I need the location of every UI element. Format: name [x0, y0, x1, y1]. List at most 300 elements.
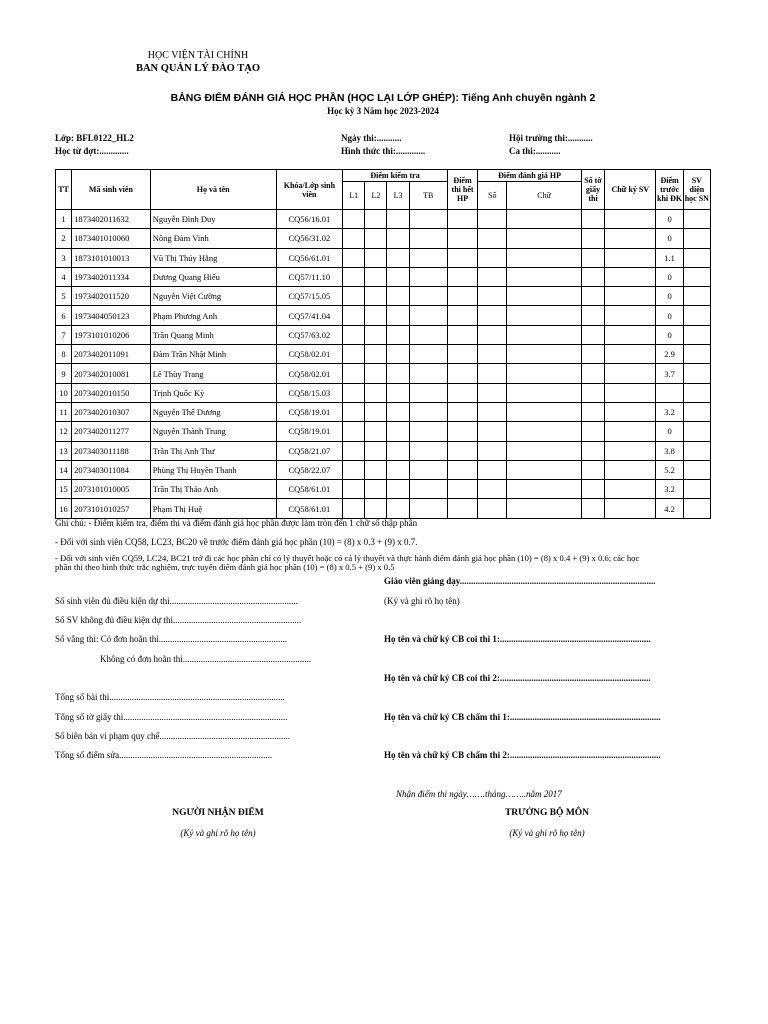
prev-score: 0 — [656, 306, 683, 325]
col-eval-word: Chữ — [507, 182, 582, 210]
student-class: CQ58/19.01 — [276, 422, 343, 441]
student-signature — [605, 480, 656, 499]
score-tb — [409, 364, 447, 383]
eval-word — [507, 248, 582, 267]
sv-sn — [683, 364, 710, 383]
student-class: CQ58/61.01 — [276, 499, 343, 518]
sv-sn — [683, 229, 710, 248]
col-student-id: Mã sinh viên — [72, 170, 151, 210]
score-l3 — [387, 364, 409, 383]
score-tb — [409, 402, 447, 421]
exam-score — [447, 325, 477, 344]
student-name: Phùng Thị Huyền Thanh — [150, 460, 276, 479]
student-class: CQ57/63.02 — [276, 325, 343, 344]
prev-score: 0 — [656, 422, 683, 441]
row-number: 5 — [56, 287, 72, 306]
exam-score — [447, 402, 477, 421]
score-l2 — [365, 248, 387, 267]
student-id: 1973402011520 — [72, 287, 151, 306]
student-signature — [605, 287, 656, 306]
student-name: Nguyễn Thế Dương — [150, 402, 276, 421]
score-l3 — [387, 325, 409, 344]
score-l1 — [343, 267, 365, 286]
sv-sn — [683, 248, 710, 267]
student-signature — [605, 383, 656, 402]
table-row — [56, 383, 711, 402]
table-row — [56, 267, 711, 286]
received-date: Nhận điểm thi ngày…….tháng……..năm 2017 — [396, 789, 562, 799]
prev-score: 0 — [656, 267, 683, 286]
score-l3 — [387, 210, 409, 229]
sheet-count — [581, 248, 604, 267]
class-code: Lớp: BFL0122_HL2 — [55, 133, 134, 143]
sheet-count — [581, 441, 604, 460]
score-l1 — [343, 325, 365, 344]
sheet-count — [581, 499, 604, 518]
eval-number — [478, 306, 507, 325]
score-l2 — [365, 383, 387, 402]
eval-number — [478, 402, 507, 421]
sv-sn — [683, 267, 710, 286]
eval-word — [507, 402, 582, 421]
col-eval-num: Số — [478, 182, 507, 210]
student-signature — [605, 325, 656, 344]
row-number: 14 — [56, 460, 72, 479]
prev-score: 0 — [656, 287, 683, 306]
eval-number — [478, 210, 507, 229]
student-signature — [605, 441, 656, 460]
table-row — [56, 402, 711, 421]
prev-score: 0 — [656, 210, 683, 229]
proctor-1-signature: Họ tên và chữ ký CB coi thi 1:................................................................... — [384, 634, 651, 644]
student-signature — [605, 402, 656, 421]
row-number: 8 — [56, 345, 72, 364]
grader-1-signature: Họ tên và chữ ký CB chấm thi 1:................................................................... — [384, 712, 661, 722]
student-signature — [605, 306, 656, 325]
student-name: Phạm Thị Huệ — [150, 499, 276, 518]
exam-score — [447, 248, 477, 267]
table-row — [56, 499, 711, 518]
stat-ineligible: Số SV không đủ điều kiện dự thi......................................................... — [55, 615, 302, 625]
eval-word — [507, 345, 582, 364]
score-l1 — [343, 383, 365, 402]
col-name: Họ và tên — [150, 170, 276, 210]
col-sv-sn: SV diện học SN — [683, 170, 710, 210]
eval-word — [507, 210, 582, 229]
score-tb — [409, 441, 447, 460]
table-row — [56, 210, 711, 229]
score-l1 — [343, 460, 365, 479]
sheet-count — [581, 422, 604, 441]
score-tb — [409, 499, 447, 518]
score-l2 — [365, 480, 387, 499]
score-l2 — [365, 210, 387, 229]
sheet-count — [581, 210, 604, 229]
eval-number — [478, 364, 507, 383]
score-tb — [409, 345, 447, 364]
table-body — [56, 210, 711, 519]
score-tb — [409, 210, 447, 229]
student-id: 2073101010257 — [72, 499, 151, 518]
stat-absent-with-leave: Số vắng thi: Có đơn hoãn thi......................................................... — [55, 634, 288, 644]
stat-violations: Số biên bản vi phạm quy chế.......................................................... — [55, 731, 290, 741]
proctor-2-signature: Họ tên và chữ ký CB coi thi 2:................................................................... — [384, 673, 651, 683]
prev-score: 0 — [656, 229, 683, 248]
score-tb — [409, 383, 447, 402]
eval-number — [478, 383, 507, 402]
score-l1 — [343, 248, 365, 267]
stat-total-sheets: Tổng số tờ giấy thi......................................................................... — [55, 712, 288, 722]
student-name: Phạm Phương Anh — [150, 306, 276, 325]
student-name: Nguyễn Thành Trung — [150, 422, 276, 441]
table-row — [56, 325, 711, 344]
sv-sn — [683, 441, 710, 460]
student-class: CQ58/21.07 — [276, 441, 343, 460]
score-l2 — [365, 441, 387, 460]
score-tb — [409, 422, 447, 441]
score-l1 — [343, 229, 365, 248]
student-name: Trần Quang Minh — [150, 325, 276, 344]
prev-score: 4.2 — [656, 499, 683, 518]
score-tb — [409, 248, 447, 267]
score-l3 — [387, 441, 409, 460]
sheet-count — [581, 325, 604, 344]
sv-sn — [683, 287, 710, 306]
sheet-count — [581, 345, 604, 364]
head-note: (Ký và ghi rõ họ tên) — [509, 828, 585, 838]
col-group-eval: Điểm đánh giá HP — [478, 170, 582, 182]
student-id: 2073402010081 — [72, 364, 151, 383]
student-id: 1973402011334 — [72, 267, 151, 286]
student-name: Nguyễn Việt Cường — [150, 287, 276, 306]
exam-score — [447, 210, 477, 229]
table-row — [56, 287, 711, 306]
col-class: Khóa/Lớp sinh viên — [276, 170, 343, 210]
student-name: Đàm Trần Nhật Minh — [150, 345, 276, 364]
col-l1: L1 — [343, 182, 365, 210]
exam-score — [447, 229, 477, 248]
student-name: Vũ Thị Thúy Hằng — [150, 248, 276, 267]
score-l2 — [365, 364, 387, 383]
row-number: 9 — [56, 364, 72, 383]
receiver-note: (Ký và ghi rõ họ tên) — [180, 828, 256, 838]
eval-number — [478, 325, 507, 344]
prev-score: 2.9 — [656, 345, 683, 364]
student-class: CQ57/15.05 — [276, 287, 343, 306]
score-l3 — [387, 480, 409, 499]
score-l3 — [387, 499, 409, 518]
student-id: 1873401010060 — [72, 229, 151, 248]
row-number: 16 — [56, 499, 72, 518]
eval-number — [478, 287, 507, 306]
student-class: CQ56/31.02 — [276, 229, 343, 248]
prev-score: 0 — [656, 325, 683, 344]
eval-word — [507, 460, 582, 479]
col-l3: L3 — [387, 182, 409, 210]
stat-total-papers: Tổng số bài thi.............................................................................. — [55, 692, 285, 702]
score-l3 — [387, 229, 409, 248]
prev-score: 3.2 — [656, 480, 683, 499]
prev-score: 1.1 — [656, 248, 683, 267]
score-l1 — [343, 480, 365, 499]
prev-score — [656, 383, 683, 402]
student-class: CQ58/02.01 — [276, 345, 343, 364]
col-prev-score: Điểm trước khi ĐK — [656, 170, 683, 210]
sheet-count — [581, 364, 604, 383]
score-l1 — [343, 345, 365, 364]
exam-score — [447, 383, 477, 402]
teacher-signature: Giáo viên giảng dạy....................................................................................... — [384, 576, 656, 586]
student-signature — [605, 499, 656, 518]
student-id: 2073101010005 — [72, 480, 151, 499]
student-id: 1973101010206 — [72, 325, 151, 344]
institute-name: HỌC VIỆN TÀI CHÍNH — [147, 50, 249, 61]
note-formula-old: - Đối với sinh viên CQ58, LC23, BC20 về trước điểm đánh giá học phần (10) = (8) x 0.3 + (9) x 0.7. — [55, 537, 418, 547]
col-signature: Chữ ký SV — [605, 170, 656, 210]
col-group-tests: Điểm kiểm tra — [343, 170, 448, 182]
prev-score: 3.2 — [656, 402, 683, 421]
eval-word — [507, 325, 582, 344]
student-name: Trần Thị Thảo Anh — [150, 480, 276, 499]
score-l1 — [343, 422, 365, 441]
eval-number — [478, 229, 507, 248]
student-id: 2073403011188 — [72, 441, 151, 460]
score-l3 — [387, 287, 409, 306]
score-l3 — [387, 422, 409, 441]
sv-sn — [683, 325, 710, 344]
stat-eligible: Số sinh viên đủ điều kiện dự thi......................................................... — [55, 596, 298, 606]
exam-hall: Hội trường thi:........... — [509, 133, 593, 143]
score-l3 — [387, 383, 409, 402]
student-signature — [605, 422, 656, 441]
eval-word — [507, 229, 582, 248]
score-l3 — [387, 345, 409, 364]
row-number: 15 — [56, 480, 72, 499]
student-id: 1873101010013 — [72, 248, 151, 267]
stat-absent-no-leave: Không có đơn hoãn thi......................................................... — [100, 654, 311, 664]
sv-sn — [683, 422, 710, 441]
row-number: 10 — [56, 383, 72, 402]
score-l2 — [365, 267, 387, 286]
row-number: 13 — [56, 441, 72, 460]
exam-score — [447, 345, 477, 364]
score-l3 — [387, 248, 409, 267]
row-number: 4 — [56, 267, 72, 286]
student-signature — [605, 248, 656, 267]
exam-score — [447, 422, 477, 441]
score-tb — [409, 229, 447, 248]
eval-number — [478, 499, 507, 518]
score-l2 — [365, 499, 387, 518]
student-class: CQ58/15.03 — [276, 383, 343, 402]
exam-form: Hình thức thi:............. — [341, 146, 426, 156]
sv-sn — [683, 402, 710, 421]
row-number: 7 — [56, 325, 72, 344]
eval-number — [478, 345, 507, 364]
student-class: CQ56/16.01 — [276, 210, 343, 229]
student-name: Nguyễn Đình Duy — [150, 210, 276, 229]
student-class: CQ58/02.01 — [276, 364, 343, 383]
student-signature — [605, 345, 656, 364]
sv-sn — [683, 480, 710, 499]
col-exam-score: Điểm thi hết HP — [447, 170, 477, 210]
eval-word — [507, 306, 582, 325]
col-sheets: Số tờ giấy thi — [581, 170, 604, 210]
eval-word — [507, 499, 582, 518]
student-name: Lê Thùy Trang — [150, 364, 276, 383]
eval-number — [478, 248, 507, 267]
prev-score: 3.8 — [656, 441, 683, 460]
student-signature — [605, 364, 656, 383]
prev-score: 3.7 — [656, 364, 683, 383]
student-id: 1973404050123 — [72, 306, 151, 325]
eval-word — [507, 364, 582, 383]
student-name: Trịnh Quốc Kỳ — [150, 383, 276, 402]
exam-score — [447, 306, 477, 325]
student-class: CQ58/22.07 — [276, 460, 343, 479]
eval-word — [507, 480, 582, 499]
eval-word — [507, 287, 582, 306]
score-tb — [409, 267, 447, 286]
student-id: 2073403011084 — [72, 460, 151, 479]
sv-sn — [683, 460, 710, 479]
student-id: 1873402011632 — [72, 210, 151, 229]
sv-sn — [683, 499, 710, 518]
exam-score — [447, 267, 477, 286]
student-id: 2073402011091 — [72, 345, 151, 364]
score-l1 — [343, 499, 365, 518]
row-number: 3 — [56, 248, 72, 267]
table-row — [56, 306, 711, 325]
score-l2 — [365, 422, 387, 441]
term-label: Học kỳ 3 Năm học 2023-2024 — [327, 106, 439, 116]
sheet-count — [581, 306, 604, 325]
col-tt: TT — [56, 170, 72, 210]
student-id: 2073402010150 — [72, 383, 151, 402]
score-l2 — [365, 325, 387, 344]
exam-score — [447, 364, 477, 383]
col-l2: L2 — [365, 182, 387, 210]
exam-score — [447, 480, 477, 499]
student-signature — [605, 229, 656, 248]
head-title: TRƯỞNG BỘ MÔN — [504, 808, 590, 818]
table-row — [56, 229, 711, 248]
student-id: 2073402010307 — [72, 402, 151, 421]
study-period: Học từ đợt:............. — [55, 146, 129, 156]
exam-shift: Ca thi:........... — [509, 146, 561, 156]
student-signature — [605, 267, 656, 286]
stat-corrections: Tổng số điểm sửa.................................................................... — [55, 750, 273, 760]
sheet-count — [581, 229, 604, 248]
score-tb — [409, 325, 447, 344]
eval-word — [507, 422, 582, 441]
note-rounding: Ghi chú: - Điểm kiểm tra, điểm thi và điểm đánh giá học phần được làm tròn đến 1 chữ số thập phân — [55, 518, 418, 528]
score-tb — [409, 460, 447, 479]
eval-word — [507, 441, 582, 460]
prev-score: 5.2 — [656, 460, 683, 479]
grader-2-signature: Họ tên và chữ ký CB chấm thi 2:................................................................... — [384, 750, 661, 760]
score-l2 — [365, 345, 387, 364]
exam-score — [447, 441, 477, 460]
sv-sn — [683, 383, 710, 402]
eval-number — [478, 480, 507, 499]
score-l1 — [343, 402, 365, 421]
sheet-count — [581, 460, 604, 479]
row-number: 6 — [56, 306, 72, 325]
student-class: CQ57/41.04 — [276, 306, 343, 325]
table-row — [56, 441, 711, 460]
sv-sn — [683, 345, 710, 364]
student-signature — [605, 210, 656, 229]
score-l1 — [343, 287, 365, 306]
note-formula-new: - Đối với sinh viên CQ59, LC24, BC21 trở đi các học phần chỉ có lý thuyết hoặc có cả lý thuyết và thực hành điểm đánh giá học phần (10) = (8) x 0.4 + (9) x 0.6; các học — [55, 553, 640, 563]
score-l2 — [365, 287, 387, 306]
note-formula-online: phần thi theo hình thức trắc nghiệm, trực tuyến điểm đánh giá học phần (10) = (8) x 0.5 + (9) x 0.5 — [55, 562, 395, 572]
score-l1 — [343, 306, 365, 325]
table-row — [56, 460, 711, 479]
sheet-count — [581, 267, 604, 286]
score-l3 — [387, 267, 409, 286]
table-row — [56, 345, 711, 364]
score-l1 — [343, 441, 365, 460]
eval-number — [478, 441, 507, 460]
score-l2 — [365, 306, 387, 325]
teacher-signature-note: (Ký và ghi rõ họ tên) — [384, 596, 460, 606]
row-number: 2 — [56, 229, 72, 248]
student-class: CQ58/61.01 — [276, 480, 343, 499]
exam-score — [447, 460, 477, 479]
exam-score — [447, 287, 477, 306]
document-title: BẢNG ĐIỂM ĐÁNH GIÁ HỌC PHẦN (HỌC LẠI LỚP GHÉP): Tiếng Anh chuyên ngành 2 — [170, 92, 596, 104]
col-tb: TB — [409, 182, 447, 210]
table-row — [56, 480, 711, 499]
student-id: 2073402011277 — [72, 422, 151, 441]
sheet-count — [581, 480, 604, 499]
student-class: CQ56/61.01 — [276, 248, 343, 267]
student-name: Dương Quang Hiếu — [150, 267, 276, 286]
score-l2 — [365, 402, 387, 421]
table-row — [56, 364, 711, 383]
student-name: Trần Thị Anh Thư — [150, 441, 276, 460]
score-tb — [409, 480, 447, 499]
row-number: 11 — [56, 402, 72, 421]
score-tb — [409, 306, 447, 325]
table-row — [56, 422, 711, 441]
receiver-title: NGƯỜI NHẬN ĐIỂM — [172, 808, 264, 818]
score-table — [55, 169, 711, 519]
eval-number — [478, 460, 507, 479]
score-l3 — [387, 460, 409, 479]
student-name: Nông Đàm Vinh — [150, 229, 276, 248]
score-l2 — [365, 229, 387, 248]
score-l2 — [365, 460, 387, 479]
sheet-count — [581, 402, 604, 421]
sheet-count — [581, 383, 604, 402]
row-number: 1 — [56, 210, 72, 229]
student-class: CQ58/19.01 — [276, 402, 343, 421]
sheet-count — [581, 287, 604, 306]
eval-number — [478, 267, 507, 286]
score-l3 — [387, 402, 409, 421]
exam-date: Ngày thi:........... — [341, 133, 402, 143]
sv-sn — [683, 306, 710, 325]
sv-sn — [683, 210, 710, 229]
department-name: BAN QUẢN LÝ ĐÀO TẠO — [135, 63, 261, 74]
eval-word — [507, 383, 582, 402]
score-tb — [409, 287, 447, 306]
exam-score — [447, 499, 477, 518]
eval-number — [478, 422, 507, 441]
